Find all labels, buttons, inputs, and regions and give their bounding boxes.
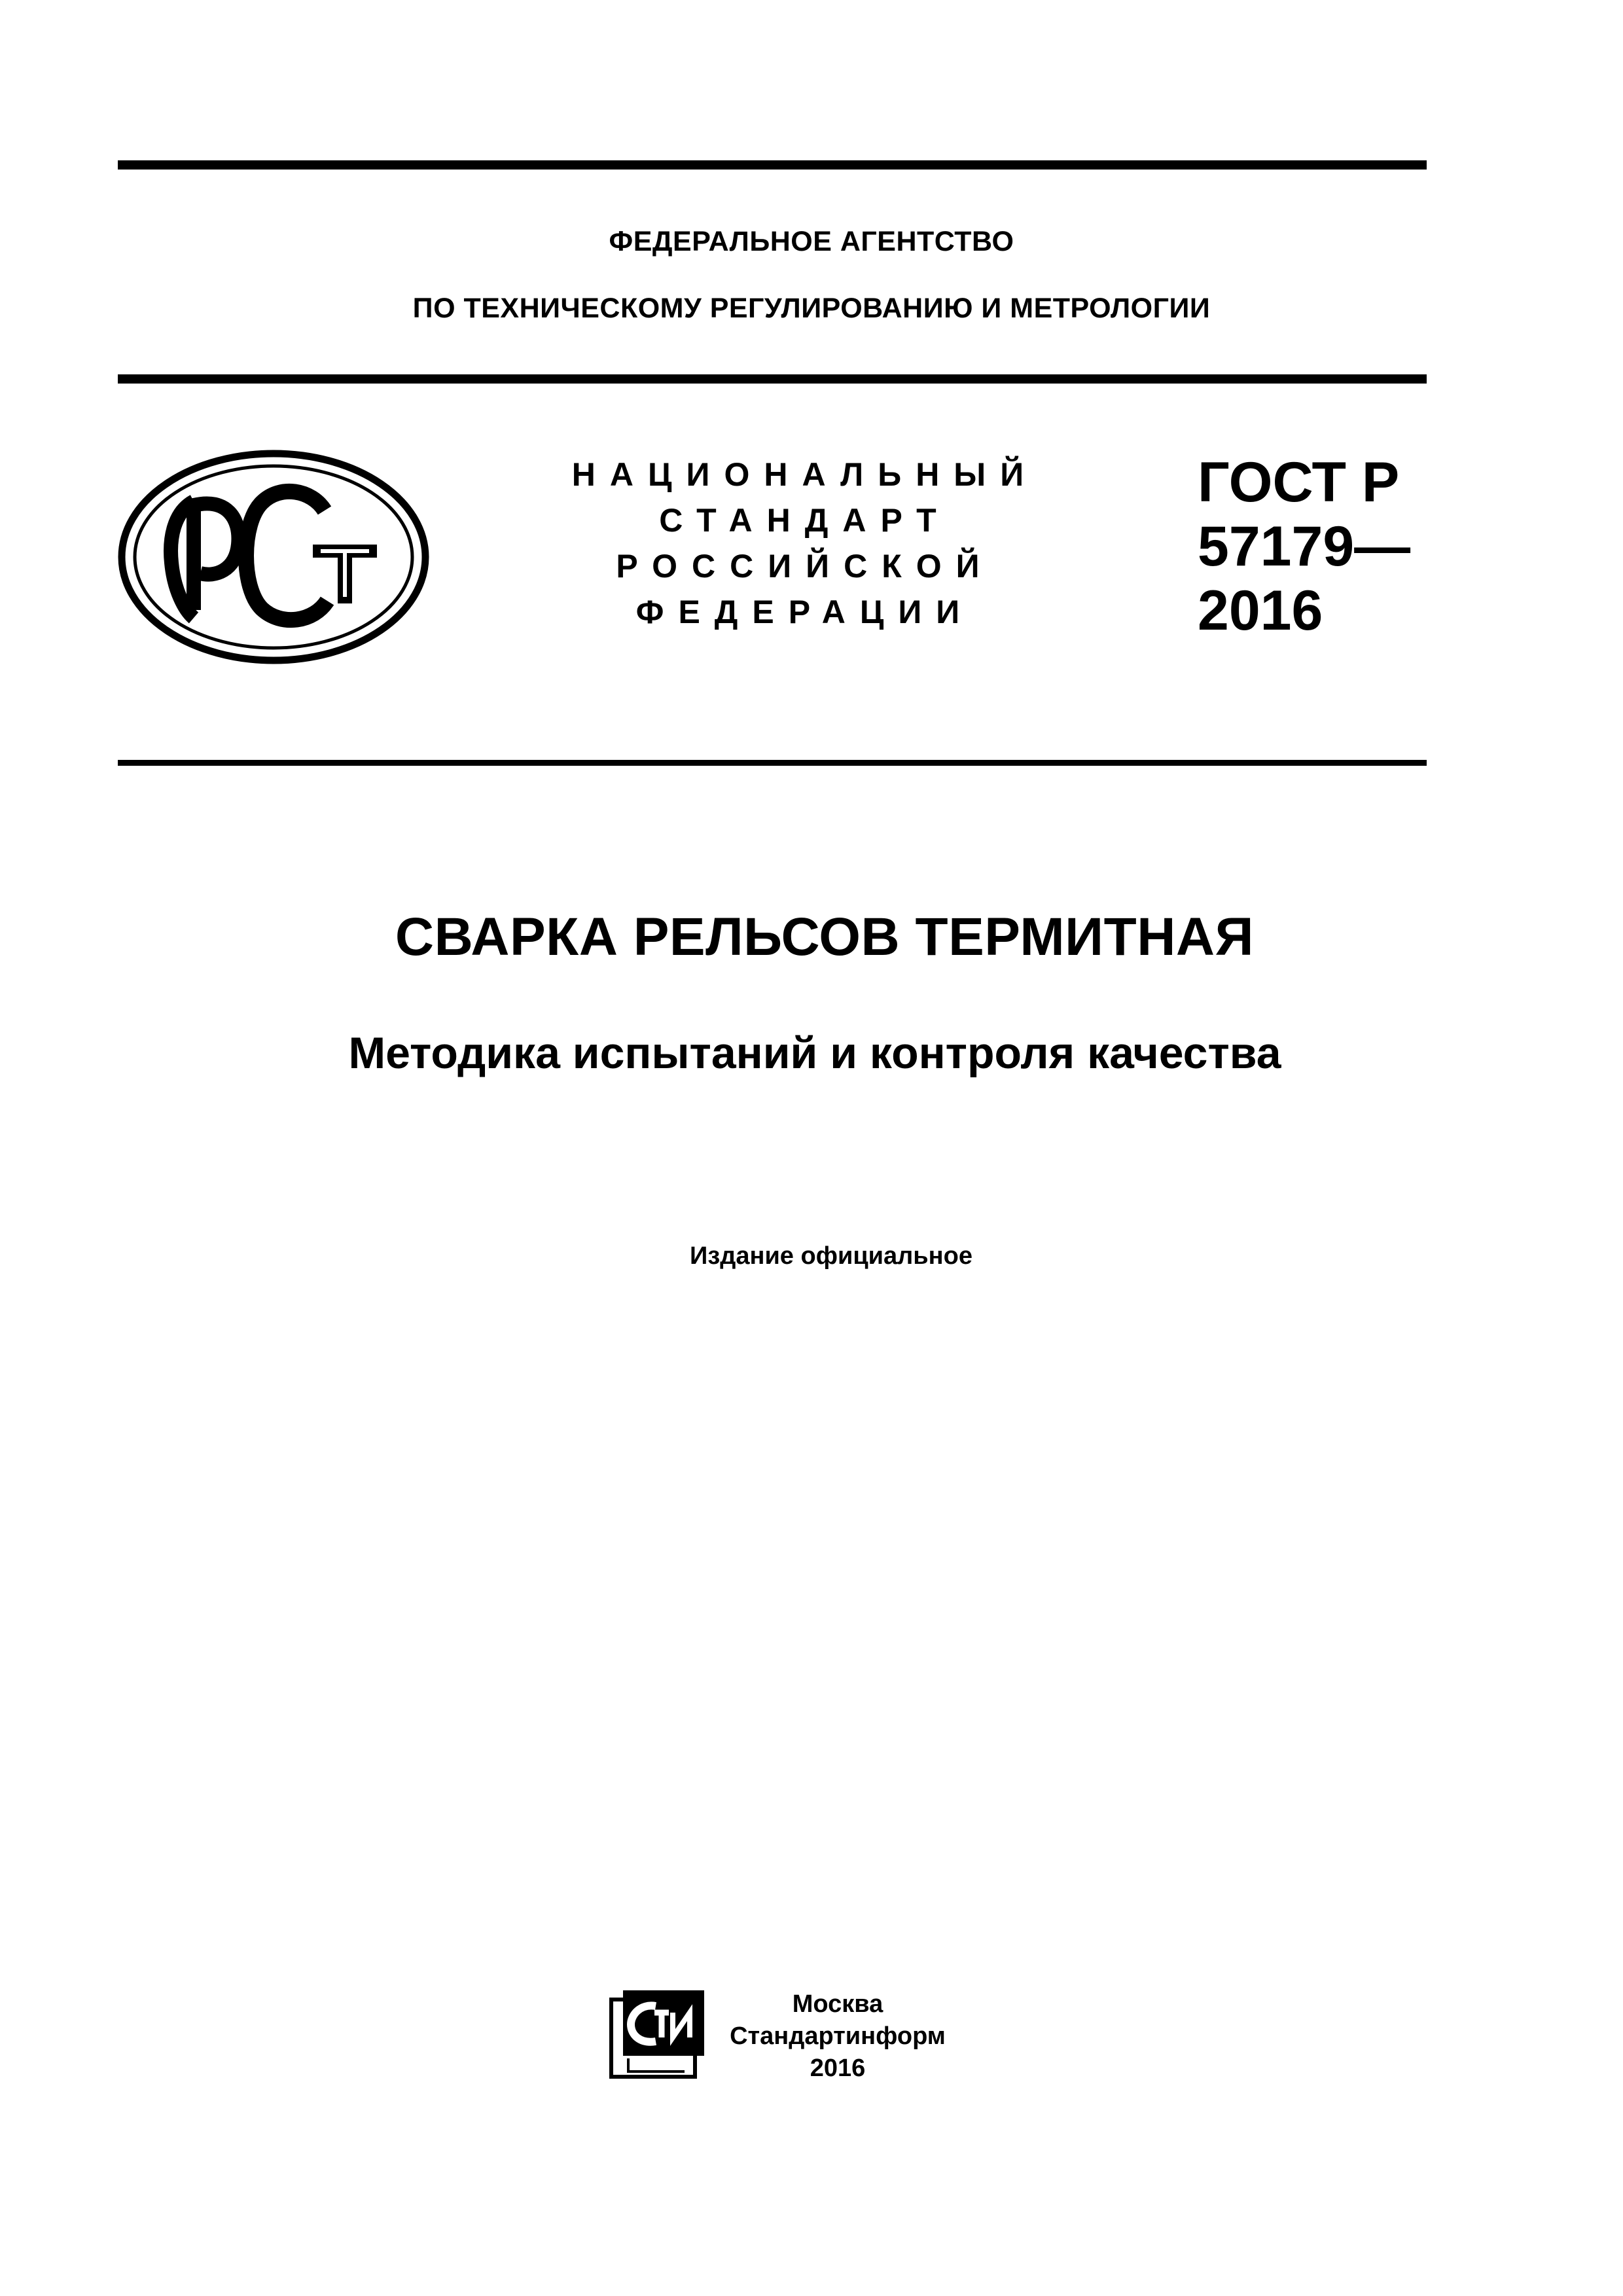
- national-standard-label: [563, 452, 1047, 635]
- edition-label: Издание официальное: [690, 1242, 972, 1270]
- publisher-year: 2016: [810, 2054, 866, 2082]
- agency-line-1: ФЕДЕРАЛЬНОЕ АГЕНТСТВО: [609, 226, 1014, 257]
- gost-designation: [1198, 450, 1410, 643]
- national-line-3: РОССИЙСКОЙ: [616, 548, 994, 584]
- header-bottom-rule: [118, 760, 1427, 766]
- national-line-1: НАЦИОНАЛЬНЫЙ: [571, 456, 1039, 493]
- publisher-name: Стандартинформ: [730, 2022, 946, 2050]
- top-rule: [118, 160, 1427, 170]
- document-subtitle: Методика испытаний и контроля качества: [348, 1028, 1281, 1078]
- national-line-4: ФЕДЕРАЦИИ: [635, 594, 974, 630]
- standartinform-logo-icon: [609, 1986, 707, 2081]
- document-title: СВАРКА РЕЛЬСОВ ТЕРМИТНАЯ: [395, 907, 1255, 967]
- gost-year: 2016: [1198, 579, 1323, 642]
- national-line-2: СТАНДАРТ: [659, 502, 951, 539]
- gost-number: 57179—: [1198, 515, 1411, 578]
- gost-code: ГОСТ Р: [1198, 451, 1400, 514]
- publisher-info: [726, 1988, 949, 2085]
- publisher-city: Москва: [792, 1990, 883, 2018]
- agency-line-2: ПО ТЕХНИЧЕСКОМУ РЕГУЛИРОВАНИЮ И МЕТРОЛОГИИ: [412, 293, 1211, 324]
- agency-rule: [118, 374, 1427, 384]
- rst-certification-mark-icon: [116, 446, 431, 668]
